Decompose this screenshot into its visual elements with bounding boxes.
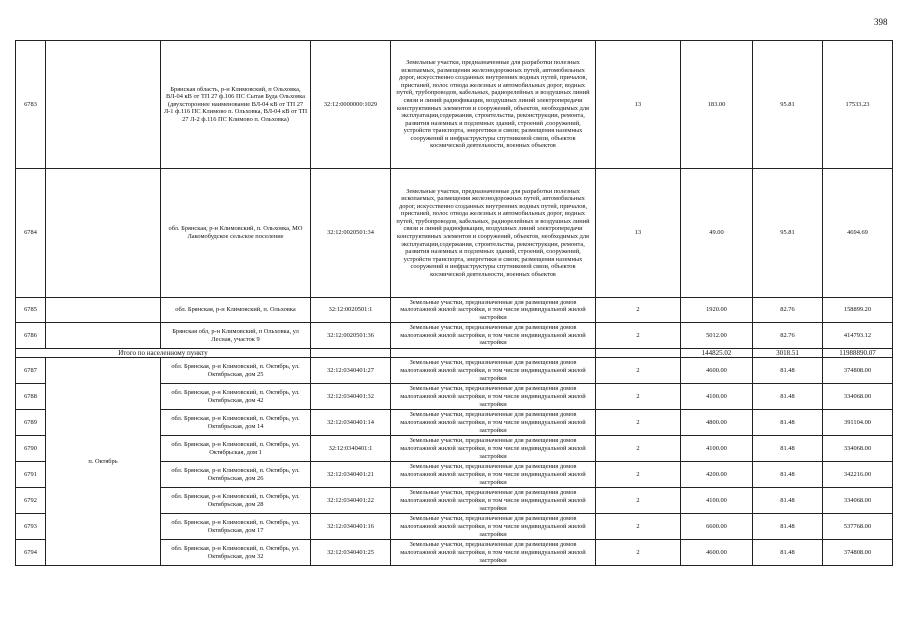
area-cell: 6600.00	[681, 514, 753, 540]
cadastral-number-cell: 32:12:0000000:1029	[311, 41, 391, 169]
area-cell: 4200.00	[681, 462, 753, 488]
address-cell: Брянская область, р-н Климовский, п Ольховка, ВЛ-04 кВ от ТП 27 ф.106 ПС Сытая Буда Ольховка (двухстороннее наименование ВЛ-04 кВ от ТП 27 Л-1 ф.116 ПС Климово п. Ольховка, ВЛ-04 кВ от ТП 27 Л-2 ф.116 ПС Климово п. Ольховка)	[161, 41, 311, 169]
row-number: 6785	[16, 298, 46, 323]
rate-cell: 82.76	[753, 298, 823, 323]
group-cell: 2	[596, 298, 681, 323]
cadastral-number-cell: 32:12:0340401:25	[311, 540, 391, 566]
cadastral-number-cell: 32:12:0020501:36	[311, 323, 391, 349]
table-body-top	[16, 41, 893, 349]
address-cell: обл. Брянская, р-н Климовский, п. Октябрь, ул. Октябрьская, дом 1	[161, 436, 311, 462]
cadastral-number-cell: 32:12:0020501:1	[311, 298, 391, 323]
cadastral-number-cell: 32:12:0340401:1	[311, 436, 391, 462]
group-cell: 2	[596, 384, 681, 410]
row-number: 6787	[16, 358, 46, 384]
area-cell: 49.00	[681, 169, 753, 298]
cadastral-value-cell: 414793.12	[823, 323, 893, 349]
rate-cell: 95.81	[753, 169, 823, 298]
row-number: 6786	[16, 323, 46, 349]
table-row	[16, 358, 893, 384]
rate-cell: 81.48	[753, 410, 823, 436]
cadastral-value-cell: 391104.00	[823, 410, 893, 436]
settlement-cell	[46, 169, 161, 298]
rate-cell: 81.48	[753, 436, 823, 462]
address-cell: обл. Брянская, р-н Климовский, п. Октябрь, ул. Октябрьская, дом 42	[161, 384, 311, 410]
cadastral-value-cell: 537768.00	[823, 514, 893, 540]
settlement-cell	[46, 323, 161, 349]
land-use-cell: Земельные участки, предназначенные для размещения домов малоэтажной жилой застройки, в том числе индивидуальной жилой застройки	[391, 410, 596, 436]
area-cell: 4600.00	[681, 358, 753, 384]
rate-cell: 82.76	[753, 323, 823, 349]
page-number: 398	[874, 17, 888, 27]
group-cell: 2	[596, 540, 681, 566]
land-use-cell: Земельные участки, предназначенные для разработки полезных ископаемых, размещения железнодорожных путей, автомобильных дорог, искусственно созданных внутренних водных путей, причалов, пристаней, полос отвода железных и автомобильных дорог, водных путей, трубопроводов, кабельных, радиорелейных и воздушных линий связи и линий радиофикации, воздушных линий электропередачи конструктивных элементов и сооружений, объектов, необходимых для эксплуатации,содержания, строительства, реконструкции, ремонта, развития наземных и подземных зданий, строений ,сооружений, устройств транспорта, энергетики и связи; размещения наземных сооружений и инфраструктуры спутниковой связи, объектов космической деятельности, военных объектов	[391, 41, 596, 169]
cadastral-number-cell: 32:12:0340401:21	[311, 462, 391, 488]
land-use-cell: Земельные участки, предназначенные для размещения домов малоэтажной жилой застройки, в том числе индивидуальной жилой застройки	[391, 514, 596, 540]
area-cell: 1920.00	[681, 298, 753, 323]
land-use-cell: Земельные участки, предназначенные для размещения домов малоэтажной жилой застройки, в том числе индивидуальной жилой застройки	[391, 323, 596, 349]
area-cell: 4100.00	[681, 384, 753, 410]
land-use-cell: Земельные участки, предназначенные для размещения домов малоэтажной жилой застройки, в том числе индивидуальной жилой застройки	[391, 384, 596, 410]
rate-cell: 81.48	[753, 358, 823, 384]
group-cell: 13	[596, 169, 681, 298]
cadastral-number-cell: 32:12:0340401:22	[311, 488, 391, 514]
table-row	[16, 41, 893, 169]
land-use-cell: Земельные участки, предназначенные для размещения домов малоэтажной жилой застройки, в том числе индивидуальной жилой застройки	[391, 540, 596, 566]
rate-cell: 81.48	[753, 514, 823, 540]
area-cell: 183.00	[681, 41, 753, 169]
table-row	[16, 169, 893, 298]
group-cell: 2	[596, 462, 681, 488]
row-number: 6794	[16, 540, 46, 566]
address-cell: обл. Брянская, р-н Климовский, п. Октябрь, ул. Октябрьская, дом 26	[161, 462, 311, 488]
group-cell: 2	[596, 514, 681, 540]
land-use-cell: Земельные участки, предназначенные для размещения домов малоэтажной жилой застройки, в том числе индивидуальной жилой застройки	[391, 462, 596, 488]
subtotal-label: Итого по населенному пункту	[16, 349, 311, 358]
area-cell: 5012.00	[681, 323, 753, 349]
rate-cell: 81.48	[753, 384, 823, 410]
cadastral-number-cell: 32:12:0020501:34	[311, 169, 391, 298]
group-cell: 2	[596, 488, 681, 514]
cadastral-value-cell: 334068.00	[823, 384, 893, 410]
subtotal-rate: 3018.51	[753, 349, 823, 358]
cadastral-value-cell: 17533.23	[823, 41, 893, 169]
area-cell: 4800.00	[681, 410, 753, 436]
address-cell: обл. Брянская, р-н Климовский, п. Ольховка	[161, 298, 311, 323]
cadastral-value-table	[15, 40, 893, 566]
land-use-cell: Земельные участки, предназначенные для размещения домов малоэтажной жилой застройки, в том числе индивидуальной жилой застройки	[391, 436, 596, 462]
address-cell: обл. Брянская, р-н Климовский, п. Ольховка, МО Лакомобудское сельское поселение	[161, 169, 311, 298]
area-cell: 4600.00	[681, 540, 753, 566]
address-cell: обл. Брянская, р-н Климовский, п. Октябрь, ул. Октябрьская, дом 25	[161, 358, 311, 384]
group-cell: 2	[596, 436, 681, 462]
rate-cell: 81.48	[753, 540, 823, 566]
rate-cell: 81.48	[753, 462, 823, 488]
rate-cell: 95.81	[753, 41, 823, 169]
area-cell: 4100.00	[681, 436, 753, 462]
cadastral-value-cell: 334068.00	[823, 436, 893, 462]
table-body-subtotal	[16, 349, 893, 358]
row-number: 6783	[16, 41, 46, 169]
cadastral-value-cell: 374808.00	[823, 358, 893, 384]
settlement-name: п. Октябрь	[46, 358, 161, 566]
group-cell: 2	[596, 358, 681, 384]
row-number: 6784	[16, 169, 46, 298]
group-cell: 13	[596, 41, 681, 169]
subtotal-row	[16, 349, 893, 358]
row-number: 6790	[16, 436, 46, 462]
row-number: 6792	[16, 488, 46, 514]
settlement-cell	[46, 298, 161, 323]
table-row	[16, 323, 893, 349]
cadastral-value-cell: 334068.00	[823, 488, 893, 514]
table-row	[16, 298, 893, 323]
address-cell: обл. Брянская, р-н Климовский, п. Октябрь, ул. Октябрьская, дом 32	[161, 540, 311, 566]
settlement-cell	[46, 41, 161, 169]
subtotal-value: 11988890.07	[823, 349, 893, 358]
land-use-cell: Земельные участки, предназначенные для размещения домов малоэтажной жилой застройки, в том числе индивидуальной жилой застройки	[391, 298, 596, 323]
cadastral-number-cell: 32:12:0340401:16	[311, 514, 391, 540]
cadastral-value-cell: 158899.20	[823, 298, 893, 323]
subtotal-area: 144825.02	[681, 349, 753, 358]
land-use-cell: Земельные участки, предназначенные для разработки полезных ископаемых, размещения железнодорожных путей, автомобильных дорог, искусственно созданных внутренних водных путей, причалов, пристаней, полос отвода железных и автомобильных дорог, водных путей, трубопроводов, кабельных, радиорелейных и воздушных линий связи и линий радиофикации, воздушных линий электропередачи конструктивных элементов и сооружений, объектов, необходимых для эксплуатации,содержания, строительства, реконструкции, ремонта, развития наземных и подземных зданий, строений, сооружений, устройств транспорта, энергетики и связи; размещения наземных сооружений и инфраструктуры спутниковой связи, объектов космической деятельности, военных объектов	[391, 169, 596, 298]
cadastral-number-cell: 32:12:0340401:32	[311, 384, 391, 410]
land-use-cell: Земельные участки, предназначенные для размещения домов малоэтажной жилой застройки, в том числе индивидуальной жилой застройки	[391, 358, 596, 384]
row-number: 6791	[16, 462, 46, 488]
cadastral-value-cell: 4694.69	[823, 169, 893, 298]
row-number: 6788	[16, 384, 46, 410]
group-cell: 2	[596, 323, 681, 349]
address-cell: обл. Брянская, р-н Климовский, п. Октябрь, ул. Октябрьская, дом 17	[161, 514, 311, 540]
address-cell: обл. Брянская, р-н Климовский, п. Октябрь, ул. Октябрьская, дом 28	[161, 488, 311, 514]
address-cell: обл. Брянская, р-н Климовский, п. Октябрь, ул. Октябрьская, дом 14	[161, 410, 311, 436]
rate-cell: 81.48	[753, 488, 823, 514]
cadastral-number-cell: 32:12:0340401:14	[311, 410, 391, 436]
address-cell: Брянская обл, р-н Климовский, п Ольховка, ул Лесная, участок 9	[161, 323, 311, 349]
row-number: 6793	[16, 514, 46, 540]
area-cell: 4100.00	[681, 488, 753, 514]
cadastral-value-cell: 374808.00	[823, 540, 893, 566]
cadastral-number-cell: 32:12:0340401:27	[311, 358, 391, 384]
row-number: 6789	[16, 410, 46, 436]
land-use-cell: Земельные участки, предназначенные для размещения домов малоэтажной жилой застройки, в том числе индивидуальной жилой застройки	[391, 488, 596, 514]
table-body-bottom	[16, 358, 893, 566]
group-cell: 2	[596, 410, 681, 436]
cadastral-value-cell: 342216.00	[823, 462, 893, 488]
